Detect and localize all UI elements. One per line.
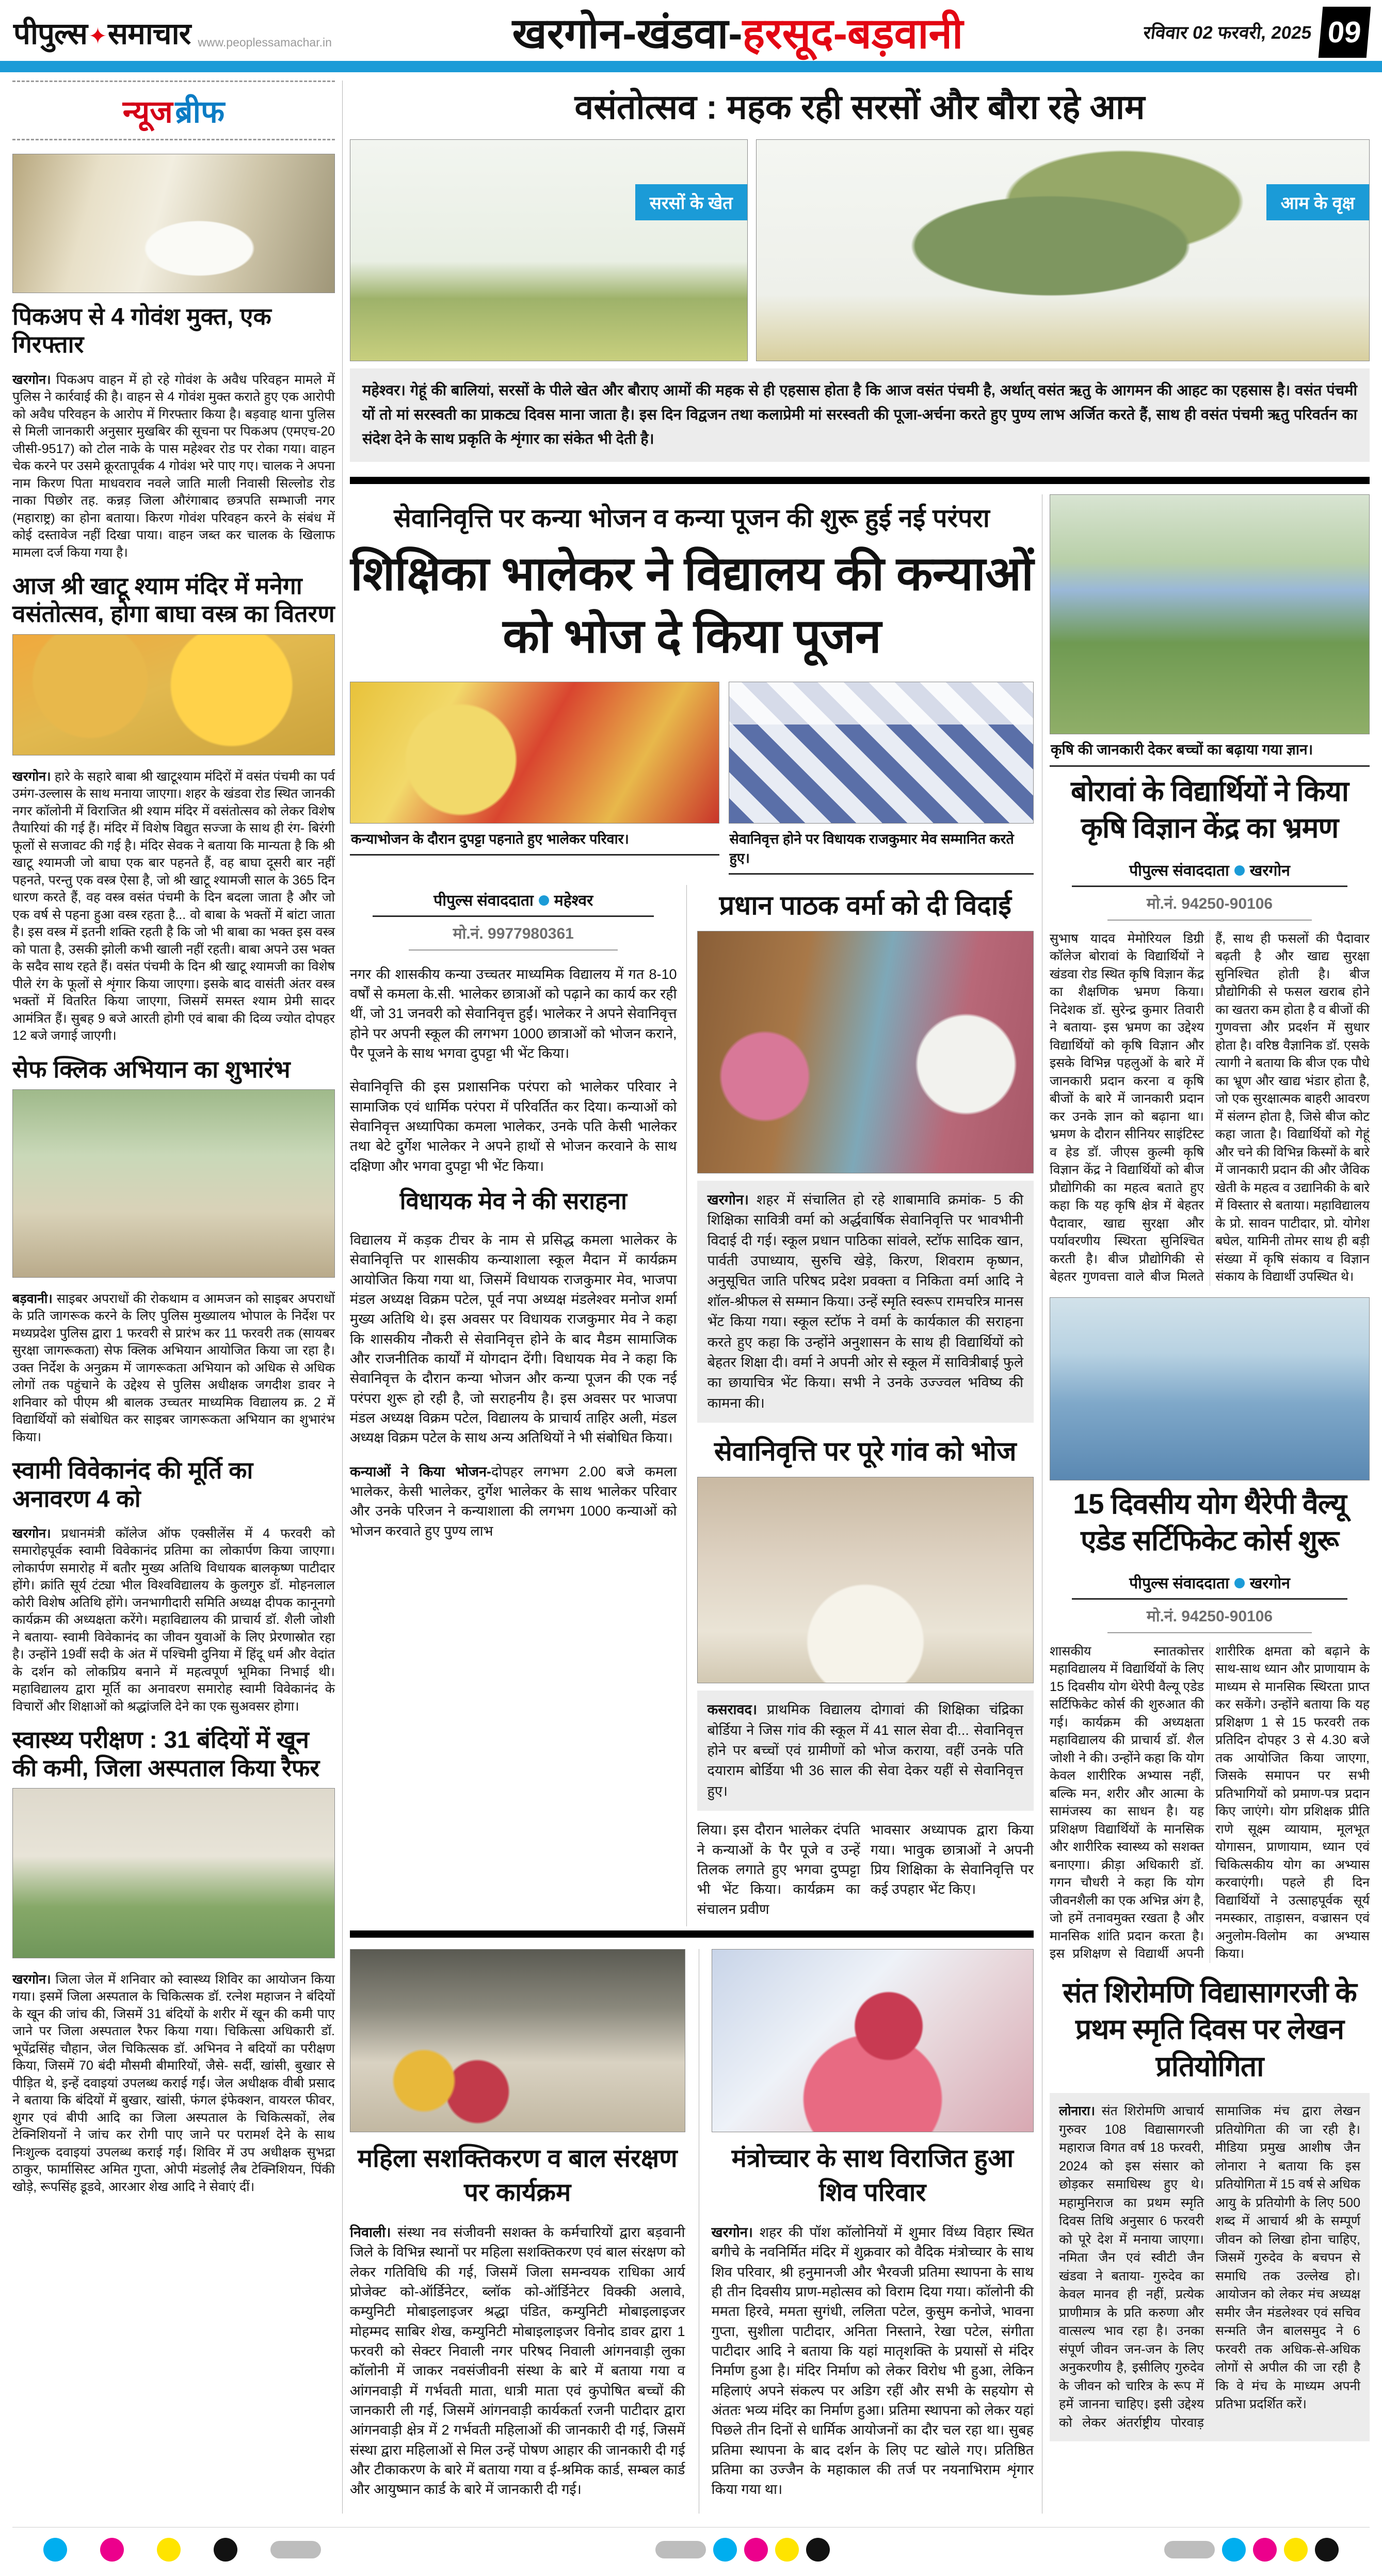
headline-women-program: महिला सशक्तिकरण व बाल संरक्षण पर कार्यक्रम (357, 2144, 678, 2207)
vasantotsav-photos (350, 139, 1370, 361)
logo-word-1: पीपुल्स (13, 17, 87, 51)
photo-kanya-bhoj (350, 682, 719, 824)
edition-red: हरसूद-बड़वानी (742, 10, 963, 57)
brief-headline-khatu-shyam: आज श्री खाटू श्याम मंदिर में मनेगा वसंतोत्सव, होगा बाघा वस्त्र का वितरण (12, 572, 335, 627)
news-brief-header (12, 81, 335, 140)
brief-body-khatu-shyam (12, 768, 335, 1045)
byline-place: महेश्वर (554, 892, 593, 909)
byline-agency: पीपुल्स संवाददाता (1129, 1574, 1229, 1592)
brief-headline-health-camp: स्वास्थ्य परीक्षण : 31 बंदियों में खून की कमी, जिला अस्पताल किया रैफर (12, 1726, 320, 1781)
main-story-kicker: सेवानिवृत्ति पर कन्या भोजन व कन्या पूजन की शुरू हुई नई परंपरा (394, 503, 990, 533)
news-brief-title-red: न्यूज (122, 94, 173, 129)
dateline: खरगोन। (711, 2224, 753, 2240)
body-text: प्रधानमंत्री कॉलेज ऑफ एक्सीलेंस में 4 फरवरी को समारोहपूर्वक स्वामी विवेकानंद प्रतिमा का लोकार्पण किया जाएगा। लोकार्पण समारोह में बतौर मुख्य अतिथि विधायक बालकृष्ण पाटीदार होंगे। क्रांति सूर्य टंट्या भील विश्वविद्यालय के कुलगुरु डॉ. मोहनलाल कोरी विशेष अतिथि होंगे। जनभागीदारी समिति अध्यक्ष दीपक कानूनगो कार्यक्रम की अध्यक्षता करेंगे। महाविद्यालय की प्राचार्य डॉ. शैली जोशी ने बताया- स्वामी विवेकानंद का जीवन युवाओं के लिए प्रेरणास्रोत रहा है। उन्होंने 19वीं सदी के अंत में पश्चिमी दुनिया में हिंदू धर्म और वेदांत के दर्शन को लोकप्रिय बनाने में महत्वपूर्ण भूमिका निभाई थी। महाविद्यालय द्वारा मूर्ति का अनावरण समारोह स्वामी विवेकानंद के विचारों और शिक्षाओं को श्रद्धांजलि देने का एक सुअवसर होगा। (12, 1526, 335, 1714)
dateline: खरगोन। (12, 1972, 51, 1987)
bullet-dot-icon (1234, 865, 1245, 876)
village-feast-body (697, 1691, 1034, 1811)
photo-khatu-shyam-idol (12, 634, 335, 755)
brief-headline-safe-click: सेफ क्लिक अभियान का शुभारंभ (12, 1055, 291, 1083)
body-text: हारे के सहारे बाबा श्री खाटूश्याम मंदिरों में वसंत पंचमी का पर्व उमंग-उल्लास के साथ मनाया जाएगा। शहर के खंडवा रोड स्थित जानकी नगर कॉलोनी में विराजित श्री श्याम मंदिर में वसंतोत्सव को लेकर विशेष तैयारियां की गई हैं। मंदिर में विशेष विद्युत सज्जा के साथ ही रंग- बिरंगी फूलों से सजावट की गई है। मंदिर सेवक ने बताया कि मान्यता है कि श्री खाटू श्यामजी जो बाघा एक बार पहनते हैं, वह बाघा दूसरी बार नहीं पहनते, परन्तु एक वस्त्र ऐसा है, जो श्री खाटू श्यामजी साल के 365 दिन धारण करते हैं, वह वस्त्र वसंत पंचमी के दिन बदला जाता है और जो एक वर्ष से पहना हुआ वस्त्र रहता है... वो बाबा के भक्तों में बांटा जाता है। इस वस्त्र में इतनी शक्ति रहती है कि जो भी बाबा का भक्त इस वस्त्र को पाता है, उसकी झोली कभी खाली नहीं रहती। बाबा अपने उस भक्त के सदैव साथ रहते हैं। वसंत पंचमी के दिन श्री खाटू श्यामजी का विशेष पीले रंग के फूलों से शृंगार किया जाएगा। इसके बाद वासंती अंतर वस्त्र भक्तों में वितरित किया जाएगा, जिसमें समस्त श्याम प्रेमी सादर आमंत्रित हैं। सुबह 9 बजे आरती होगी एवं बाबा की दिव्य ज्योत दोपहर 12 बजे जगाई जाएगी। (12, 769, 335, 1043)
women-empowerment-story (350, 1949, 685, 2514)
edition-title (512, 3, 963, 61)
registration-magenta-icon (100, 2538, 124, 2562)
bottom-stories (350, 1949, 1034, 2514)
news-brief-title-blue: ब्रीफ (175, 94, 225, 129)
brief-headline-pickup: पिकअप से 4 गोवंश मुक्त, एक गिरफ्तार (12, 303, 271, 358)
byline-place: खरगोन (1249, 862, 1290, 879)
registration-group-right (1164, 2538, 1339, 2562)
body-text: संस्था नव संजीवनी सशक्त के कर्मचारियों द्वारा बड़वानी जिले के विभिन्न स्थानों पर महिला सशक्तिकरण एवं बाल संरक्षण को लेकर गतिविधि की गई, जिसमें जिला समन्वयक राधिका आर्य प्रोजेक्ट को-ऑर्डिनेटर, ब्लॉक को-ऑर्डिनेटर विक्की अलावे, कम्युनिटी मोबाइलाइजर श्रद्धा पंडित, कम्युनिटी मोबाइलाइजर मोहम्मद साबिर शेख, कम्युनिटी मोबाइलाइजर विनोद डावर द्वारा 1 फरवरी को सेक्टर निवाली नगर परिषद निवाली आंगनवाड़ी लुका कॉलोनी में जाकर नवसंजीवनी संस्था के बारे में बताया गया व आंगनवाड़ी में गर्भवती माता, धात्री माता एवं कुपोषित बच्चों की जानकारी ली गई, जिसमें आंगनवाड़ी कार्यकर्ता रजनी पाटीदार द्वारा आंगनवाड़ी क्षेत्र में 2 गर्भवती महिलाओं की जानकारी दी गई, जिसमें संस्था द्वारा महिलाओं से मिल उन्हें पोषण आहार की जानकारी दी गई और टीकाकरण के बारे में बताया गया व ई-श्रमिक कार्ड, सम्बल कार्ड और आयुष्मान कार्ड के बारे में जानकारी दी गई। (350, 2224, 685, 2498)
newspaper-logo (13, 12, 332, 53)
vasantotsav-section (350, 81, 1370, 494)
body-agri-visit: सुभाष यादव मेमोरियल डिग्री कॉलेज बोरावां के विद्यार्थियों ने खंडवा रोड स्थित कृषि विज्ञान केंद्र का शैक्षणिक भ्रमण किया। निदेशक डॉ. सुरेन्द्र कुमार तिवारी ने बताया- इस भ्रमण का उद्देश्य विद्यार्थियों को कृषि विज्ञान और इसके विभिन्न पहलुओं के बारे में जानकारी प्रदान करना व कृषि बीजों के बारे में जानकारी प्रदान कर उनके ज्ञान को बढ़ाना था। भ्रमण के दौरान सीनियर साइंटिस्ट व हेड डॉ. जीएस कुल्मी कृषि विज्ञान केंद्र ने विद्यार्थियों को बीज प्रौद्योगिकी का महत्व बताते हुए कहा कि यह कृषि क्षेत्र में बेहतर पैदावार, खाद्य सुरक्षा और पर्यावरणीय स्थिरता सुनिश्चित करती है। बीज प्रौद्योगिकी से बेहतर गुणवत्ता वाले बीज मिलते हैं, साथ ही फसलों की पैदावार बढ़ती है और खाद्य सुरक्षा सुनिश्चित होती है। बीज प्रौद्योगिकी से फसल खराब होने का खतरा कम होता है व बीजों की गुणवत्ता और प्रदर्शन में सुधार होता है। वरिष्ठ वैज्ञानिक डॉ. एसके त्यागी ने बताया कि बीज एक पौधे का भ्रूण और खाद्य भंडार होता है, जो एक सुरक्षात्मक बाहरी आवरण में संलग्न होता है, जिसे बीज कोट कहा जाता है। विद्यार्थियों को गेहूं और चने की विभिन्न किस्मों के बारे में जानकारी प्रदान की और जैविक खेती के महत्व व उद्यानिकी के बारे में विस्तार से बताया। महाविद्यालय के प्रो. सावन पाटीदार, प्रो. योगेश बघेल, यामिनी तोमर साथ ही बड़ी संख्या में कृषि संकाय व विज्ञान संकाय के विद्यार्थी उपस्थित थे। (1050, 931, 1370, 1284)
vasantotsav-caption (350, 368, 1370, 462)
dateline: कसरावद। (707, 1702, 758, 1718)
body-writing-contest (1050, 2093, 1370, 2441)
dateline: महेश्वर। (362, 382, 406, 399)
registration-gray-bar-icon (1164, 2541, 1215, 2558)
section-rule (350, 1930, 1034, 1938)
registration-yellow-icon (1284, 2538, 1308, 2562)
subhead-mla-praise: विधायक मेव ने की सराहना (399, 1187, 627, 1215)
continuation-col-2: भावसार अध्यापक द्वारा किया गया। भावुक छात्राओं ने अपनी प्रिय शिक्षिका के सेवानिवृत्ति पर कई उपहार भेंट किए। (870, 1822, 1034, 1897)
photo-jail-health-camp (12, 1788, 335, 1958)
registration-group-center (655, 2538, 830, 2562)
headline-agri-visit: बोरावां के विद्यार्थियों ने किया कृषि विज्ञान केंद्र का भ्रमण (1071, 775, 1348, 844)
registration-gray-bar-icon (655, 2541, 706, 2558)
caption-text: गेहूं की बालियां, सरसों के पीले खेत और बौराए आमों की महक से ही एहसास होता है कि आज वसंत पंचमी है, अर्थात् वसंत ऋतु के आगमन की आहट का एहसास है। वसंत पंचमी यों तो मां सरस्वती का प्राकट्य दिवस माना जाता है। इस दिन विद्वजन तथा कलाप्रेमी मां सरस्वती की पूजा-अर्चना करते हुए पुण्य लाभ अर्जित करते हैं, साथ ही वसंत पंचमी ऋतु परिवर्तन का संदेश देने के साथ प्रकृति के शृंगार का संकेत भी देती है। (362, 382, 1357, 447)
brief-body-safe-click (12, 1291, 335, 1446)
main-story-continuation (697, 1820, 1034, 1919)
main-story-columns (350, 885, 1034, 1926)
photo-safe-click-crowd (12, 1089, 335, 1278)
logo-word-2: समाचार (107, 17, 191, 51)
photo-caption-mla-honor: सेवानिवृत्त होने पर विधायक राजकुमार मेव सम्मानित करते हुए। (729, 824, 1034, 875)
logo-flame-icon: ✦ (88, 23, 107, 49)
main-body-4 (350, 1462, 677, 1541)
photo-varma-farewell (697, 931, 1034, 1173)
shiv-parivar-story (699, 1949, 1034, 2514)
body-text: प्राथमिक विद्यालय दोगावां की शिक्षिका चंद्रिका बोर्डिया ने जिस गांव की स्कूल में 41 साल सेवा दी... सेवानिवृत्त होने पर बच्चों एवं ग्रामीणों को भोज कराया, वहीं उनके पति दयाराम बोर्डिया भी 36 साल की सेवा देकर यहीं से सेवानिवृत्त हुए। (707, 1702, 1023, 1799)
registration-cyan-icon (43, 2538, 67, 2562)
registration-cyan-icon (1222, 2538, 1246, 2562)
byline (1072, 855, 1347, 887)
brief-body-pickup (12, 372, 335, 562)
dateline: खरगोन। (707, 1192, 749, 1208)
photo-village-feast (697, 1477, 1034, 1683)
continuation-col-1: लिया। इस दौरान भालेकर दंपति ने कन्याओं के पैर पूजे व उन्हें तिलक लगाते हुए भगवा दुप्पट्टा भी भेंट किया। कार्यक्रम का संचालन प्रवीण (697, 1822, 860, 1917)
body-text: शहर में संचालित हो रहे शाबामावि क्रमांक- 5 की शिक्षिका सावित्री वर्मा को अर्द्धवार्षिक सेवानिवृत्ति पर भावभीनी विदाई दी गई। स्कूल प्रधान पाठिका सांवले, स्टॉफ सादिक खान, पार्वती उपाध्याय, सुरुचि खेड़े, किरण, शिवराम कृष्णन, अनुसूचित जाति परिषद प्रदेश प्रवक्ता व निकिता वर्मा आदि ने शॉल-श्रीफल से सम्मान किया। उन्हें स्मृति स्वरूप रामचरित्र मानस भेंट किया गया। स्कूल स्टॉफ ने वर्मा के कार्यकाल की सराहना करते हुए कहा कि उन्होंने अनुशासन के साथ ही विद्यार्थियों को बेहतर शिक्षा दी। वर्मा ने अपनी ओर से स्कूल में सावित्रीबाई फुले का छायाचित्र भेंट किया। सभी ने उनके उज्ज्वल भविष्य की कामना की। (707, 1192, 1023, 1411)
page-content (0, 72, 1382, 2514)
dateline: लोनारा। (1059, 2104, 1095, 2119)
edition-black: खरगोन-खंडवा- (512, 10, 743, 57)
registration-magenta-icon (744, 2538, 768, 2562)
main-body-2: सेवानिवृत्ति की इस प्रशासनिक परंपरा को भालेकर परिवार ने सामाजिक एवं धार्मिक परंपरा में परिवर्तित कर दिया। कन्याओं को सेवानिवृत्त अध्यापिका कमला भालेकर, उनके पति केसी भालेकर तथा बेटे दुर्गेश भालेकर ने अपने हाथों से भोजन करवाने के साथ दक्षिणा और भगवा दुपट्टा भी भेंट किया। (350, 1079, 677, 1174)
date-page-block (1144, 7, 1369, 58)
body-text: शहर की पॉश कॉलोनियों में शुमार विंध्य विहार स्थित बगीचे के नवनिर्मित मंदिर में शुक्रवार को वैदिक मंत्रोच्चार के साथ शिव परिवार, श्री हनुमानजी और भैरवजी प्रतिमा स्थापना के साथ ही तीन दिवसीय प्राण-महोत्सव को विराम दिया गया। कॉलोनी की ममता हिरवे, ममता सुगंधी, ललिता पटेल, कुसुम कनोजे, भावना गुप्ता, सुशीला पाटीदार, अनिता निस्ताने, रेखा पटेल, संगीता पाटीदार आदि ने बताया कि यहां मातृशक्ति के प्रयासों से मंदिर निर्माण हुआ है। मंदिर निर्माण को लेकर विरोध भी हुआ, लेकिन महिलाएं अपने संकल्प पर अडिग रहीं और सभी के सहयोग से अंततः भव्य मंदिर का निर्माण हुआ। प्रतिमा स्थापना को लेकर यहां पिछले तीन दिनों से धार्मिक आयोजनों का दौर चल रहा था। सुबह प्रतिमा स्थापना के बाद दर्शन के लिए पट खोले गए। प्रतिष्ठित प्रतिमा का उज्जैन के महाकाल की तर्ज पर नयनाभिराम शृंगार किया गया था। (711, 2224, 1034, 2498)
byline-agency: पीपुल्स संवाददाता (433, 892, 534, 909)
brief-headline-vivekanand: स्वामी विवेकानंद की मूर्ति का अनावरण 4 को (12, 1457, 253, 1512)
right-rail (1050, 494, 1370, 2514)
body-yoga-course: शासकीय स्नातकोत्तर महाविद्यालय में विद्यार्थियों के लिए 15 दिवसीय योग थेरेपी वैल्यू एडेड सर्टिफिकेट कोर्स की शुरुआत की गई। कार्यक्रम की अध्यक्षता महाविद्यालय की प्राचार्य डॉ. शैल जोशी ने की। उन्होंने कहा कि योग केवल शारीरिक अभ्यास नहीं, बल्कि मन, शरीर और आत्मा के सामंजस्य का साधन है। यह प्रशिक्षण विद्यार्थियों के मानसिक और शारीरिक स्वास्थ्य को सशक्त बनाएगा। क्रीड़ा अधिकारी डॉ. गगन चौधरी ने कहा कि योग जीवनशैली का एक अभिन्न अंग है, जो हमें तनावमुक्त रखता है और मानसिक शांति प्रदान करता है। इस प्रशिक्षण से विद्यार्थी अपनी शारीरिक क्षमता को बढ़ाने के साथ-साथ ध्यान और प्राणायाम के माध्यम से मानसिक स्थिरता प्राप्त कर सकेंगे। उन्होंने बताया कि यह प्रशिक्षण 1 से 15 फरवरी तक प्रतिदिन दोपहर 3 से 4.30 बजे तक आयोजित किया जाएगा, जिसके समापन पर सभी प्रतिभागियों को प्रमाण-पत्र प्रदान किए जाएंगे। योग प्रशिक्षक प्रीति राणे सूक्ष्म व्यायाम, मूलभूत योगासन, प्राणायाम, ध्यान एवं चिकित्सकीय योग का अभ्यास करवाएंगी। पहले ही दिन विद्यार्थियों ने उत्साहपूर्वक सूर्य नमस्कार, ताड़ासन, वज्रासन एवं अनुलोम-विलोम का अभ्यास किया। (1050, 1644, 1370, 1961)
main-story-text-column (350, 885, 687, 1926)
body-women-program (350, 2223, 685, 2500)
photo-mustard-field (350, 139, 748, 361)
issue-date: रविवार 02 फरवरी, 2025 (1142, 22, 1313, 43)
main-story-section (350, 494, 1042, 2514)
bullet-dot-icon (1234, 1578, 1245, 1588)
byline-phone: मो.नं. 94250-90106 (1107, 887, 1312, 921)
headline-writing-contest: संत शिरोमणि विद्यासागरजी के प्रथम स्मृति दिवस पर लेखन प्रतियोगिता (1063, 1976, 1357, 2082)
registration-cyan-icon (713, 2538, 737, 2562)
body-text: साइबर अपराधों की रोकथाम व आमजन को साइबर अपराधों के प्रति जागरूक करने के लिए पुलिस मुख्यालय भोपाल के निर्देश पर मध्यप्रदेश पुलिस द्वारा 1 फरवरी से प्रारंभ कर 11 फरवरी तक (सायबर सुरक्षा जागरूकता) सेफ क्लिक अभियान आयोजित किया जा रहा है। उक्त निर्देश के अनुक्रम में जागरूकता अभियान को अधिक से अधिक लोगों तक पहुंचाने के उद्देश्य से पुलिस अधीक्षक जगदीश डावर ने शनिवार को पीएम श्री बालक उच्चतर माध्यमिक विद्यालय क्र. 2 में विद्यार्थियों को संबोधित कर साइबर जागरूकता अभियान का शुभारंभ किया। (12, 1291, 335, 1444)
main-story-photos (350, 682, 1034, 875)
bullet-dot-icon (539, 895, 549, 906)
body-text: संत शिरोमणि आचार्य गुरुवर 108 विद्यासागरजी महाराज विगत वर्ष 18 फरवरी, 2024 को इस संसार को छोड़कर समाधिस्थ हुए थे। महामुनिराज का प्रथम स्मृति दिवस तिथि अनुसार 6 फरवरी को पूरे देश में मनाया जाएगा। नमिता जैन एवं स्वीटी जैन खंडवा ने बताया- गुरुदेव का केवल मानव ही नहीं, प्रत्येक प्राणीमात्र के प्रति करुणा और वात्सल्य भाव रहा है। उनका संपूर्ण जीवन जन-जन के लिए अनुकरणीय है, इसीलिए गुरुदेव के जीवन को चारित्र के रूप में हमें जानना चाहिए। इसी उद्देश्य को लेकर अंतर्राष्ट्रीय पोरवाड़ सामाजिक मंच द्वारा लेखन प्रतियोगिता की जा रही है। मीडिया प्रमुख आशीष जैन लोनारा ने बताया कि इस प्रतियोगिता में 15 वर्ष से अधिक आयु के प्रतियोगी के लिए 500 शब्द में आचार्य श्री के सम्पूर्ण जीवन को लिखा होना चाहिए, जिसमें गुरुदेव के बचपन से समाधि तक उल्लेख हो। आयोजन को लेकर मंच अध्यक्ष समीर जैन मंडलेश्वर एवं सचिव सन्मति जैन बालसमुद ने 6 फरवरी तक अधिक-से-अधिक लोगों से अपील की जा रही है कि वे मंच के माध्यम अपनी प्रतिभा प्रदर्शित करें। (1059, 2104, 1360, 2430)
registration-yellow-icon (157, 2538, 181, 2562)
photo-label-mango: आम के वृक्ष (1266, 184, 1369, 220)
photo-agri-students (1050, 494, 1370, 734)
photo-women-program (350, 1949, 685, 2132)
body-text: जिला जेल में शनिवार को स्वास्थ्य शिविर का आयोजन किया गया। इसमें जिला अस्पताल के चिकित्सक डॉ. रत्नेश महाजन ने बंदियों के खून की जांच की, जिसमें 31 बंदियों के शरीर में खून की कमी पाए जाने पर जिला अस्पताल रैफर किया गया। चिकित्सा अधिकारी डॉ. भूपेंद्रसिंह चौहान, जेल चिकित्सक डॉ. अभिनव ने बदियों का परीक्षण किया, जिसमें 70 बंदी मौसमी बीमारियों, जैसे- सर्दी, खांसी, बुखार से पीड़ित थे, इन्हें दवाइयां उपलब्ध कराई गईं। जेल अधीक्षक वीबी प्रसाद ने बताया कि बंदियों में बुखार, खांसी, फंगल इंफेक्शन, वायरल फीवर, शुगर एवं बीपी आदि का जिला अस्पताल के चिकित्सकों, लेब टेक्निशियनों ने जांच कर रोगी पाए जाने पर परामर्श देने के साथ निःशुल्क दवाइयां उपलब्ध कराई गईं। शिविर में उप अधीक्षक सुभद्रा ठाकुर, फार्मासिस्ट अमित गुप्ता, ओपी मंडलोई लैब टेक्निशियन, पिंकी खोड़े, रूपसिंह डूडवे, आरआर शेख आदि ने सेवाएं दीं। (12, 1972, 335, 2194)
byline-place: खरगोन (1249, 1574, 1290, 1592)
photo-label-mustard: सरसों के खेत (635, 184, 747, 220)
dateline: खरगोन। (12, 769, 51, 784)
body-text: पिकअप वाहन में हो रहे गोवंश के अवैध परिवहन मामले में पुलिस ने कार्रवाई की है। वाहन से 4 गोवंश मुक्त कराते हुए एक आरोपी को अवैध परिवहन के आरोप में गिरफ्तार किया है। बड़वाह थाना पुलिस से मिली जानकारी अनुसार मुखबिर की सूचना पर पिकअप (एमएच-20 जीसी-9517) को टोल नाके के पास महेश्वर रोड पर रोका गया। वाहन चेक करने पर उसमे क्रूरतापूर्वक 4 गोवंश भरे पाए गए। चालक ने अपना नाम किरण पिता माधवराव नवले जाति माली निवासी सिल्लोड रोड नाका पिछोर तह. कन्नड़ जिला औरंगाबाद छत्रपति सम्भाजी नगर (महाराष्ट्र) का होना बताया। किरण गोवंश परिवहन करने के संबंध में कोई दस्तावेज नहीं दिखा पाया। वाहन जब्त कर चालक के खिलाफ मामला दर्ज किया गया है। (12, 372, 335, 560)
main-body-3: विद्यालय में कड़क टीचर के नाम से प्रसिद्ध कमला भालेकर के सेवानिवृत्ति पर शासकीय कन्याशाला स्कूल मैदान में कार्यक्रम आयोजित किया गया था, जिसमें विधायक राजकुमार मेव, भाजपा मंडल अध्यक्ष विक्रम पटेल, पूर्व नपा अध्यक्ष मंडलेश्वर मनोज शर्मा मुख्य अतिथि थे। इस अवसर पर विधायक राजकुमार मेव ने कहा कि शासकीय नौकरी से सेवानिवृत्त होने के बाद मैडम सामाजिक और राजनीतिक कार्यों में योगदान देंगी। विधायक मेव ने कहा कि सेवानिवृत्त के दौरान कन्या भोजन और कन्या पूजन की एक नई परंपरा शुरू हो रही है, जो सराहनीय है। इस अवसर पर भाजपा मंडल अध्यक्ष विक्रम पटेल, विद्यालय के प्राचार्य ताहिर अली, मंडल अध्यक्ष विक्रम पटेल के साथ अन्य अतिथियों ने भी संबोधित किया। (350, 1232, 677, 1446)
body-shiv-parivar (712, 2223, 1034, 2500)
photo-mla-honor (729, 682, 1034, 824)
byline (373, 885, 654, 917)
body-text: दोपहर लगभग 2.00 बजे कमला भालेकर, केसी भालेकर, दुर्गेश भालेकर के साथ भालेकर परिवार और उनके परिजन ने कन्याशाला की लगभग 1000 कन्याओं को भोजन करवाते हुए पुण्य लाभ (350, 1463, 677, 1539)
main-story-headline: शिक्षिका भालेकर ने विद्यालय की कन्याओं को भोज दे किया पूजन (350, 547, 1033, 663)
photo-caption-kanya-bhoj: कन्याभोजन के दौरान दुपट्टा पहनाते हुए भालेकर परिवार। (350, 824, 719, 856)
photo-caption-agri: कृषि की जानकारी देकर बच्चों का बढ़ाया गया ज्ञान। (1050, 734, 1370, 767)
registration-black-icon (214, 2538, 237, 2562)
byline-phone: मो.नं. 9977980361 (409, 917, 618, 951)
brief-body-health-camp (12, 1971, 335, 2196)
dateline: निवाली। (350, 2224, 391, 2240)
page-number: 09 (1319, 7, 1371, 58)
photo-block-mla-honor (729, 682, 1034, 875)
bold-lead: कन्याओं ने किया भोजन- (350, 1463, 491, 1479)
header-divider-bar (0, 61, 1382, 72)
photo-mango-tree (756, 139, 1370, 361)
registration-gray-bar-icon (270, 2541, 321, 2558)
headline-shiv-parivar: मंत्रोच्चार के साथ विराजित हुआ शिव परिवार (731, 2144, 1014, 2207)
registration-black-icon (806, 2538, 830, 2562)
vasantotsav-headline: वसंतोत्सव : महक रही सरसों और बौरा रहे आम (574, 88, 1145, 126)
registration-black-icon (1315, 2538, 1339, 2562)
brief-body-vivekanand (12, 1525, 335, 1716)
byline-agency: पीपुल्स संवाददाता (1129, 862, 1229, 879)
dateline: खरगोन। (12, 372, 51, 387)
headline-yoga-course: 15 दिवसीय योग थैरेपी वैल्यू एडेड सर्टिफिकेट कोर्स शुरू (1073, 1487, 1346, 1557)
photo-police-pickup (12, 154, 335, 293)
registration-group-left (43, 2538, 321, 2562)
dateline: बड़वानी। (12, 1291, 53, 1306)
dateline: खरगोन। (12, 1526, 51, 1541)
farewell-stack (697, 885, 1034, 1926)
print-registration-marks (12, 2527, 1370, 2576)
main-body-1: नगर की शासकीय कन्या उच्चतर माध्यमिक विद्यालय में गत 8-10 वर्षों से कमला के.सी. भालेकर छात्राओं को पढ़ाने का कार्य कर रही थीं, जो 31 जनवरी को सेवानिवृत्त हुईं। भालेकर ने अपने सेवानिवृत्त होने पर अपनी स्कूल की लगभग 1000 छात्राओं को भोजन कराने, पैर पूजने के साथ भगवा दुपट्टा भी भेंट किया। (350, 966, 677, 1061)
registration-yellow-icon (775, 2538, 799, 2562)
website-url: www.peoplessamachar.in (198, 35, 332, 49)
byline-phone: मो.नं. 94250-90106 (1107, 1600, 1312, 1633)
subhead-village-feast: सेवानिवृत्ति पर पूरे गांव को भोज (714, 1437, 1017, 1467)
photo-yoga-session (1050, 1297, 1370, 1480)
byline (1072, 1568, 1347, 1600)
masthead (0, 0, 1382, 61)
photo-block-kanya-bhoj (350, 682, 719, 875)
varma-farewell-body (697, 1181, 1034, 1423)
photo-shiv-temple (712, 1949, 1034, 2132)
news-brief-column (12, 81, 343, 2514)
logo-text (13, 12, 190, 53)
registration-magenta-icon (1253, 2538, 1277, 2562)
section-rule (350, 477, 1370, 484)
subhead-varma-farewell: प्रधान पाठक वर्मा को दी विदाई (719, 890, 1011, 921)
